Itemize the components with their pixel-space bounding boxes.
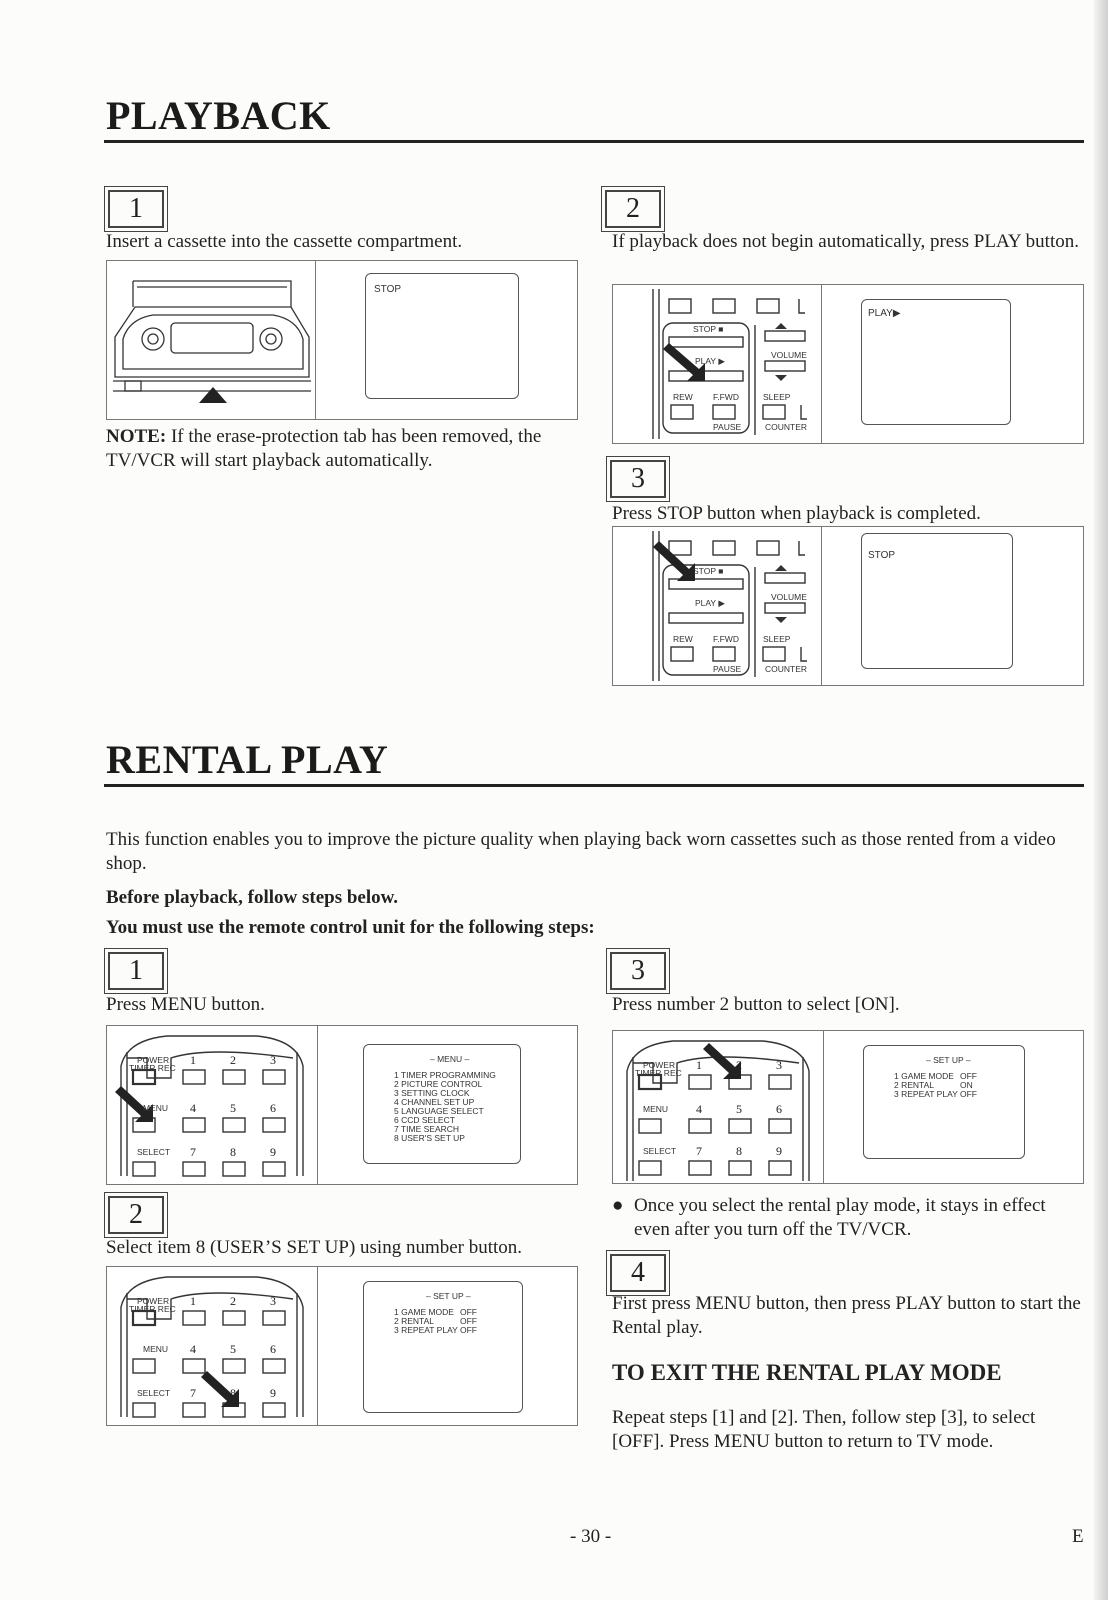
page-number: - 30 - [570,1526,612,1547]
remote-select-label: SELECT [137,1147,171,1157]
playback-step1-number: 1 [108,190,164,228]
remote-key3: 3 [270,1053,276,1067]
rental-step1-text: Press MENU button. [106,994,265,1015]
setup-a-row2-label: 2 RENTAL [394,1316,434,1326]
menu-item-3: 3 SETTING CLOCK [394,1088,470,1098]
menu-item-6: 6 CCD SELECT [394,1115,455,1125]
setup-a-row1-label: 1 GAME MODE [394,1307,454,1317]
remote-key1: 1 [190,1053,196,1067]
vcr-ffwd-label-2: F.FWD [713,634,739,644]
rental-play-title: RENTAL PLAY [106,737,389,782]
remote-timer-rec-label-c: TIMER REC [635,1068,682,1078]
rental-step1-number: 1 [108,952,164,990]
remote-key5-c: 5 [736,1102,742,1116]
remote-key8-c: 8 [736,1144,742,1158]
rental-step2-number: 2 [108,1196,164,1234]
setup-b-row3-label: 3 REPEAT PLAY [894,1089,958,1099]
vcr-sleep-label-2: SLEEP [763,634,791,644]
playback-step3-text: Press STOP button when playback is completed. [612,503,981,524]
vcr-stop-label-2: STOP ■ [693,566,724,576]
vcr-pause-label: PAUSE [713,422,742,432]
playback-note [106,425,578,473]
remote-key1-b: 1 [190,1294,196,1308]
step1-tv-screen [365,273,519,399]
setup-a-row2-value: OFF [460,1316,477,1326]
rental-step3-text: Press number 2 button to select [ON]. [612,994,900,1015]
vcr-counter-label: COUNTER [765,422,808,432]
remote-key6: 6 [270,1101,276,1115]
rental-step4-number: 4 [610,1254,666,1292]
remote-key3-c: 3 [776,1058,782,1072]
remote-keypad-menu [107,1026,317,1184]
step2-tv-screen [861,299,1011,425]
rental-bullet-note [612,1194,1078,1242]
step1-osd-text: STOP [374,284,402,295]
vcr-play-label-2: PLAY ▶ [695,598,725,608]
setup-a-rows [394,1308,477,1335]
setup-a-row3-label: 3 REPEAT PLAY [394,1325,458,1335]
vcr-rew-label: REW [673,392,693,402]
remote-key5: 5 [230,1101,236,1115]
play-button-figure [612,284,1084,444]
menu-item-8: 8 USER'S SET UP [394,1133,465,1143]
exit-mode-text: Repeat steps [1] and [2]. Then, follow step [3], to select [OFF]. Press MENU button to return to TV mode. [612,1407,1036,1452]
select-on-figure [612,1030,1084,1184]
cassette-insert-figure [106,260,578,420]
note-label: NOTE: [106,426,167,447]
playback-step1-text: Insert a cassette into the cassette compartment. [106,231,463,252]
remote-key6-b: 6 [270,1342,276,1356]
rental-intro-text: This function enables you to improve the picture quality when playing back worn cassettes such as those rented from a video shop. [106,829,1056,874]
vcr-volume-label-2: VOLUME [771,592,807,602]
select-item8-figure [106,1266,578,1426]
playback-step3-number: 3 [610,460,666,498]
remote-key7: 7 [190,1145,196,1159]
remote-key8: 8 [230,1145,236,1159]
setup-tv-screen-a [363,1281,523,1413]
remote-keypad-item8 [107,1267,317,1425]
menu-item-7: 7 TIME SEARCH [394,1124,460,1134]
menu-item-1: 1 TIMER PROGRAMMING [394,1070,496,1080]
remote-key3-b: 3 [270,1294,276,1308]
remote-select-label-c: SELECT [643,1146,677,1156]
page-edge-shadow [1094,0,1108,1600]
remote-keypad-key2 [613,1031,823,1183]
playback-title: PLAYBACK [106,93,331,138]
remote-key6-c: 6 [776,1102,782,1116]
note-text: If the erase-protection tab has been removed, the TV/VCR will start playback automatically. [106,426,542,471]
menu-item-4: 4 CHANNEL SET UP [394,1097,475,1107]
language-tab: E [1072,1526,1084,1547]
setup-b-row2-value: ON [960,1080,973,1090]
rental-title-rule [104,784,1084,787]
setup-a-title: – SET UP – [426,1291,471,1301]
remote-key4-c: 4 [696,1102,702,1116]
remote-menu-label: MENU [143,1103,169,1113]
setup-b-rows [894,1072,977,1099]
remote-key1-c: 1 [696,1058,702,1072]
vcr-front-panel-play [613,285,821,443]
remote-key8-b: 8 [230,1386,236,1400]
menu-press-figure [106,1025,578,1185]
step2-osd-text: PLAY▶ [868,308,901,319]
setup-a-row3-value: OFF [460,1325,477,1335]
remote-key7-c: 7 [696,1144,702,1158]
remote-key7-b: 7 [190,1386,196,1400]
remote-power-label: POWER [137,1055,170,1065]
exit-mode-heading: TO EXIT THE RENTAL PLAY MODE [612,1360,1002,1385]
remote-key2: 2 [230,1053,236,1067]
vcr-stop-label: STOP ■ [693,324,724,334]
remote-power-label-c: POWER [643,1060,676,1070]
vcr-play-label: PLAY ▶ [695,356,725,366]
rental-must-text: You must use the remote control unit for the following steps: [106,917,595,938]
cassette-illustration [113,267,311,415]
vcr-pause-label-2: PAUSE [713,664,742,674]
rental-step2-text: Select item 8 (USER’S SET UP) using number button. [106,1237,523,1258]
vcr-counter-label-2: COUNTER [765,664,808,674]
vcr-sleep-label: SLEEP [763,392,791,402]
remote-menu-label-b: MENU [143,1344,169,1354]
remote-key4: 4 [190,1101,196,1115]
menu-tv-screen [363,1044,521,1164]
rental-step4-text: First press MENU button, then press PLAY button to start the Rental play. [612,1293,1081,1338]
setup-b-title: – SET UP – [926,1055,971,1065]
remote-select-label-b: SELECT [137,1388,171,1398]
remote-key2-b: 2 [230,1294,236,1308]
remote-timer-rec-label: TIMER REC [129,1063,176,1073]
remote-key5-b: 5 [230,1342,236,1356]
rental-step3-number: 3 [610,952,666,990]
menu-item-2: 2 PICTURE CONTROL [394,1079,483,1089]
setup-tv-screen-b [863,1045,1025,1159]
remote-timer-rec-label-b: TIMER REC [129,1304,176,1314]
setup-b-row1-value: OFF [960,1071,977,1081]
remote-key9-c: 9 [776,1144,782,1158]
bullet-dot-icon: ● [612,1195,624,1216]
menu-screen-title: – MENU – [430,1054,470,1064]
setup-b-row2-label: 2 RENTAL [894,1080,934,1090]
playback-step2-number: 2 [605,190,661,228]
stop-button-figure [612,526,1084,686]
remote-power-label-b: POWER [137,1296,170,1306]
step3-tv-screen [861,533,1013,669]
menu-item-5: 5 LANGUAGE SELECT [394,1106,484,1116]
step3-osd-text: STOP [868,550,896,561]
remote-key9: 9 [270,1145,276,1159]
vcr-rew-label-2: REW [673,634,693,644]
vcr-front-panel-stop [613,527,821,685]
remote-key4-b: 4 [190,1342,196,1356]
setup-b-row1-label: 1 GAME MODE [894,1071,954,1081]
remote-key9-b: 9 [270,1386,276,1400]
menu-screen-list [394,1071,496,1143]
remote-key2-c: 2 [736,1058,742,1072]
setup-a-row1-value: OFF [460,1307,477,1317]
rental-before-text: Before playback, follow steps below. [106,887,399,908]
vcr-volume-label: VOLUME [771,350,807,360]
vcr-ffwd-label: F.FWD [713,392,739,402]
bullet-text: Once you select the rental play mode, it stays in effect even after you turn off the TV/VCR. [634,1195,1046,1240]
setup-b-row3-value: OFF [960,1089,977,1099]
remote-menu-label-c: MENU [643,1104,669,1114]
playback-step2-text: If playback does not begin automatically, press PLAY button. [612,231,1079,252]
playback-title-rule [104,140,1084,143]
